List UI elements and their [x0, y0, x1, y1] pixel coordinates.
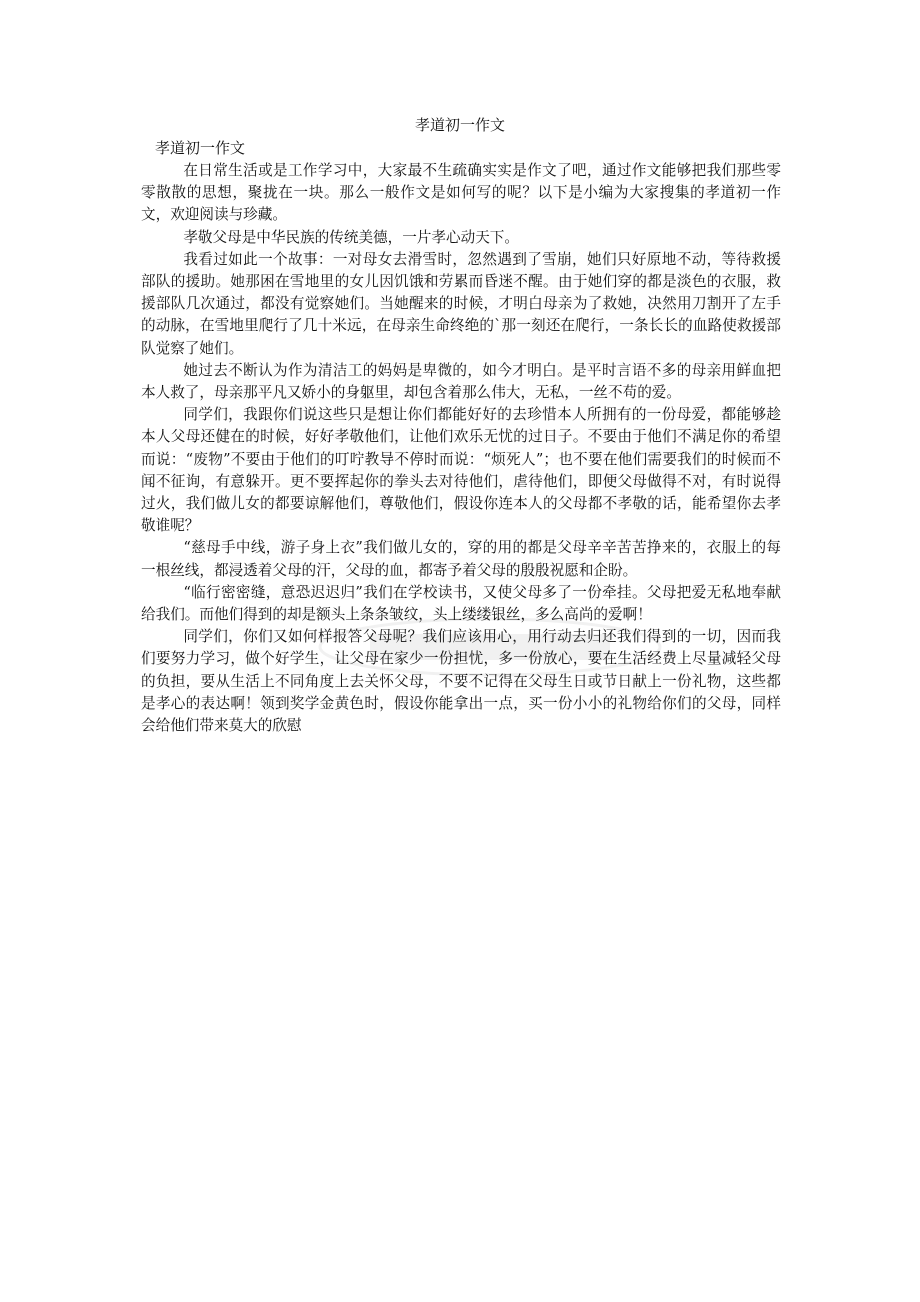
- paragraph-poem-1: “慈母手中线，游子身上衣”我们做儿女的，穿的用的都是父母辛辛苦苦挣来的，衣服上的每一根丝线，都浸透着父母的汗，父母的血，都寄予着父母的殷殷祝愿和企盼。: [141, 539, 781, 579]
- document-body: [141, 160, 781, 737]
- paragraph-poem-2: “临行密密缝，意恐迟迟归”我们在学校读书，又使父母多了一份牵挂。父母把爱无私地奉献给我们。而他们得到的却是额头上条条皱纹，头上缕缕银丝，多么高尚的爱啊！: [141, 583, 781, 624]
- paragraph-realization: 她过去不断认为作为清洁工的妈妈是卑微的，如今才明白。是平时言语不多的母亲用鲜血把本人救了，母亲那平凡又娇小的身躯里，却包含着那么伟大，无私，一丝不苟的爱。: [141, 361, 781, 402]
- paragraph-thesis: 孝敬父母是中华民族的传统美德，一片孝心动天下。: [183, 228, 519, 246]
- document-subtitle: 孝道初一作文: [155, 139, 246, 157]
- paragraph-intro: 在日常生活或是工作学习中，大家最不生疏确实实是作文了吧，通过作文能够把我们那些零零散散的思想，聚拢在一块。那么一般作文是如何写的呢？以下是小编为大家搜集的孝道初一作文，欢迎阅读与珍藏。: [141, 162, 781, 224]
- paragraph-story: 我看过如此一个故事：一对母女去滑雪时，忽然遇到了雪崩，她们只好原地不动，等待救援部队的援助。她那困在雪地里的女儿因饥饿和劳累而昏迷不醒。由于她们穿的都是淡色的衣服，救援部队几次通过，都没有觉察她们。当她醒来的时候，才明白母亲为了救她，决然用刀割开了左手的动脉，在雪地里爬行了几十米远，在母亲生命终绝的`那一刻还在爬行，一条长长的血路使救援部队觉察了她们。: [141, 250, 781, 357]
- paragraph-appeal: 同学们，我跟你们说这些只是想让你们都能好好的去珍惜本人所拥有的一份母爱，都能够趁本人父母还健在的时候，好好孝敬他们，让他们欢乐无忧的过日子。不要由于他们不满足你的希望而说：“废物”不要由于他们的叮咛教导不停时而说：“烦死人”；也不要在他们需要我们的时候而不闻不征询，有意躲开。更不要挥起你的拳头去对待他们，虐待他们，即便父母做得不对，有时说得过火，我们做儿女的都要谅解他们，尊敬他们，假设你连本人的父母都不孝敬的话，能希望你去孝敬谁呢？: [141, 406, 781, 535]
- document-title: 孝道初一作文: [414, 116, 505, 134]
- paragraph-conclusion: 同学们，你们又如何样报答父母呢？我们应该用心，用行动去归还我们得到的一切，因而我们要努力学习，做个好学生，让父母在家少一份担忧，多一份放心，要在生活经费上尽量减轻父母的负担，要从生活上不同角度上去关怀父母，不要不记得在父母生日或节日献上一份礼物，这些都是孝心的表达啊！领到奖学金黄色时，假设你能拿出一点，买一份小小的礼物给你们的父母，同样会给他们带来莫大的欣慰: [141, 628, 781, 735]
